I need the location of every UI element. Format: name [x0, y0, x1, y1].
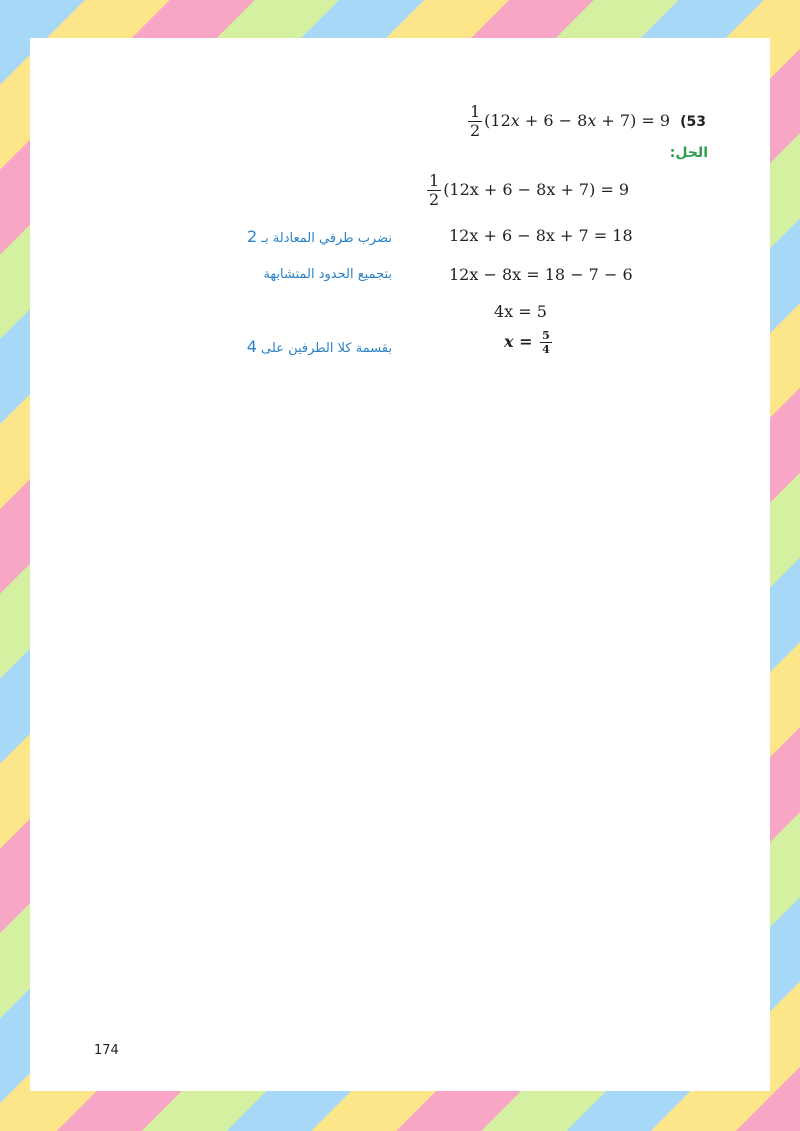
half-fraction	[468, 104, 482, 139]
problem-statement	[466, 104, 706, 139]
page-number: 174	[94, 1043, 119, 1058]
note-number: 2	[246, 227, 258, 246]
step-5-note	[247, 337, 392, 356]
problem-equation: $\frac{1}{2}$ (12x + 6 − 8x + 7) = 9	[469, 102, 671, 140]
note-text: بقسمة كلا الطرفين على	[256, 341, 392, 356]
solution-label: الحل:	[669, 145, 708, 161]
fraction-denominator: 2	[469, 121, 481, 140]
eq-part: + 7) = 9	[596, 111, 671, 130]
worksheet-page	[30, 38, 770, 1091]
note-number: 4	[246, 337, 257, 356]
fraction-numerator: 1	[429, 171, 440, 190]
fraction-numerator: 5	[542, 329, 550, 342]
problem-number: (53	[680, 113, 706, 130]
fraction-numerator: 1	[469, 102, 481, 121]
eq-part: (12	[484, 111, 511, 130]
eq-part: + 6 − 8	[519, 111, 588, 130]
step-3-math: 12x − 8x = 18 − 7 − 6	[449, 265, 633, 284]
fraction-denominator: 2	[429, 190, 440, 209]
step-2-math: 12x + 6 − 8x + 7 = 18	[449, 226, 633, 245]
half-fraction	[427, 173, 441, 208]
step-3-note: بتجميع الحدود المتشابهة	[263, 267, 392, 282]
fraction-denominator: 4	[542, 343, 550, 356]
step-5-math: x = $\frac{5}{4}$	[504, 329, 550, 356]
result-fraction	[540, 330, 552, 355]
step-2-note	[247, 227, 392, 246]
step-4-math: 4x = 5	[494, 302, 547, 321]
step-1-math: (12x + 6 − 8x + 7) = 9	[443, 180, 630, 199]
variable-x: x	[504, 332, 514, 351]
step-1	[425, 173, 629, 208]
note-text: نضرب طرفي المعادلة بـ	[257, 231, 392, 246]
